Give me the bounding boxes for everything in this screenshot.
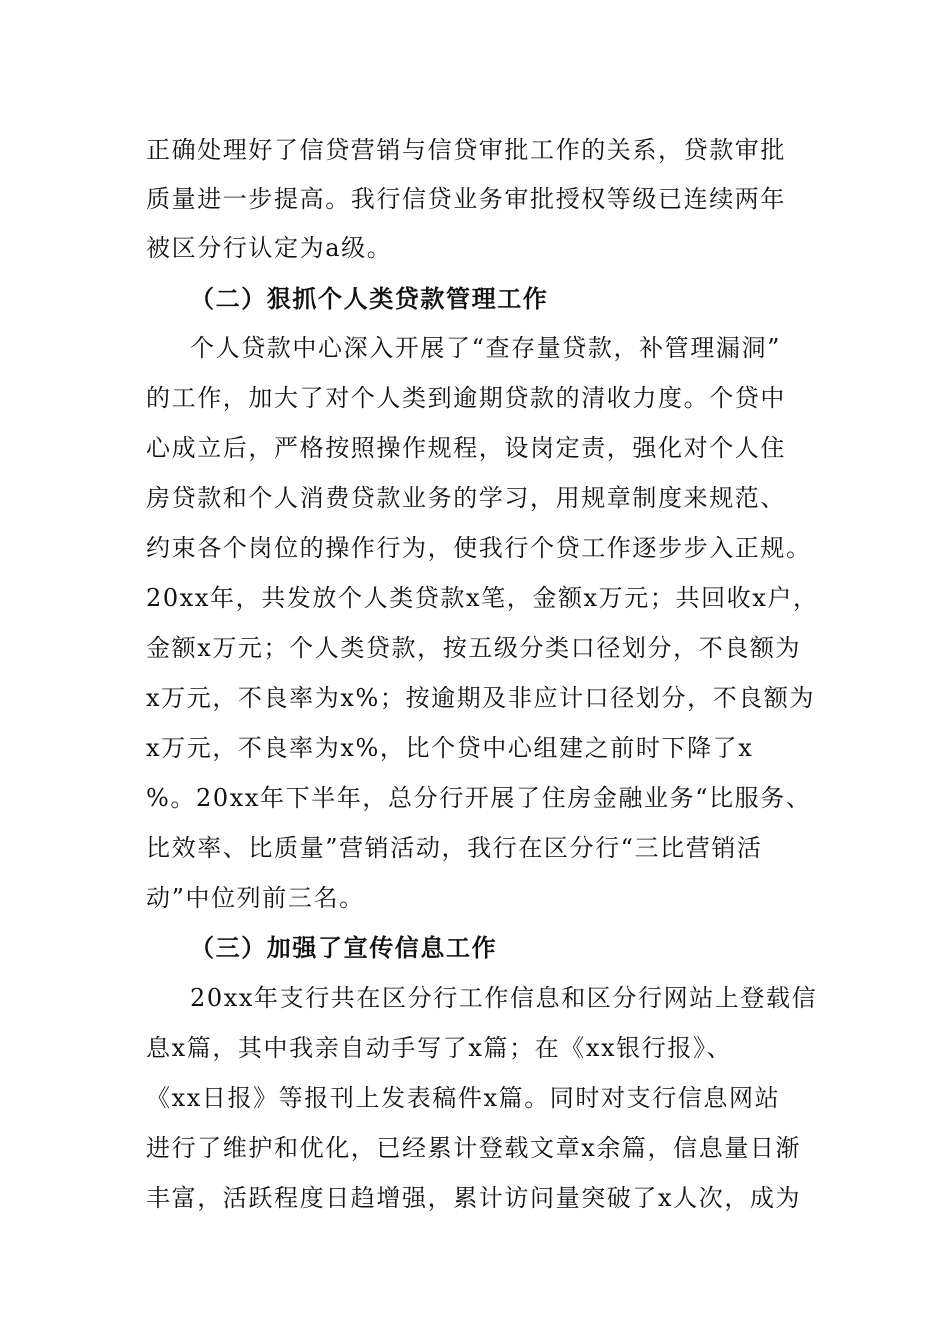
paragraph-line: 《xx日报》等报刊上发表稿件x篇。同时对支行信息网站 bbox=[146, 1084, 781, 1112]
paragraph-line: 个人贷款中心深入开展了“查存量贷款，补管理漏洞” bbox=[190, 334, 781, 362]
paragraph-line: 质量进一步提高。我行信贷业务审批授权等级已连续两年 bbox=[146, 185, 786, 213]
paragraph-line: %。20xx年下半年，总分行开展了住房金融业务“比服务、 bbox=[146, 784, 812, 812]
paragraph-line: 的工作，加大了对个人类到逾期贷款的清收力度。个贷中 bbox=[146, 384, 786, 412]
paragraph-line: 被区分行认定为a级。 bbox=[146, 234, 393, 262]
paragraph-line: 动”中位列前三名。 bbox=[146, 884, 365, 912]
paragraph-line: x万元，不良率为x%，比个贷中心组建之前时下降了x bbox=[146, 734, 754, 762]
paragraph-line: 房贷款和个人消费贷款业务的学习，用规章制度来规范、 bbox=[146, 484, 786, 512]
paragraph-line: 约束各个岗位的操作行为，使我行个贷工作逐步步入正规。 bbox=[146, 534, 812, 562]
section-heading-2: （二）狠抓个人类贷款管理工作 bbox=[190, 285, 549, 313]
paragraph-line: 息x篇，其中我亲自动手写了x篇；在《xx银行报》、 bbox=[146, 1034, 733, 1062]
paragraph-line: 心成立后，严格按照操作规程，设岗定责，强化对个人住 bbox=[146, 434, 786, 462]
paragraph-line: 正确处理好了信贷营销与信贷审批工作的关系，贷款审批 bbox=[146, 136, 786, 164]
paragraph-line: 20xx年，共发放个人类贷款x笔，金额x万元；共回收x户， bbox=[146, 584, 819, 612]
paragraph-line: 丰富，活跃程度日趋增强，累计访问量突破了x人次，成为 bbox=[146, 1184, 802, 1212]
section-heading-3: （三）加强了宣传信息工作 bbox=[190, 934, 498, 962]
paragraph-line: x万元，不良率为x%；按逾期及非应计口径划分，不良额为 bbox=[146, 684, 816, 712]
paragraph-line: 比效率、比质量”营销活动，我行在区分行“三比营销活 bbox=[146, 834, 763, 862]
paragraph-line: 进行了维护和优化，已经累计登载文章x余篇，信息量日渐 bbox=[146, 1134, 802, 1162]
paragraph-line: 金额x万元；个人类贷款，按五级分类口径划分，不良额为 bbox=[146, 634, 802, 662]
paragraph-line: 20xx年支行共在区分行工作信息和区分行网站上登载信 bbox=[190, 984, 818, 1012]
